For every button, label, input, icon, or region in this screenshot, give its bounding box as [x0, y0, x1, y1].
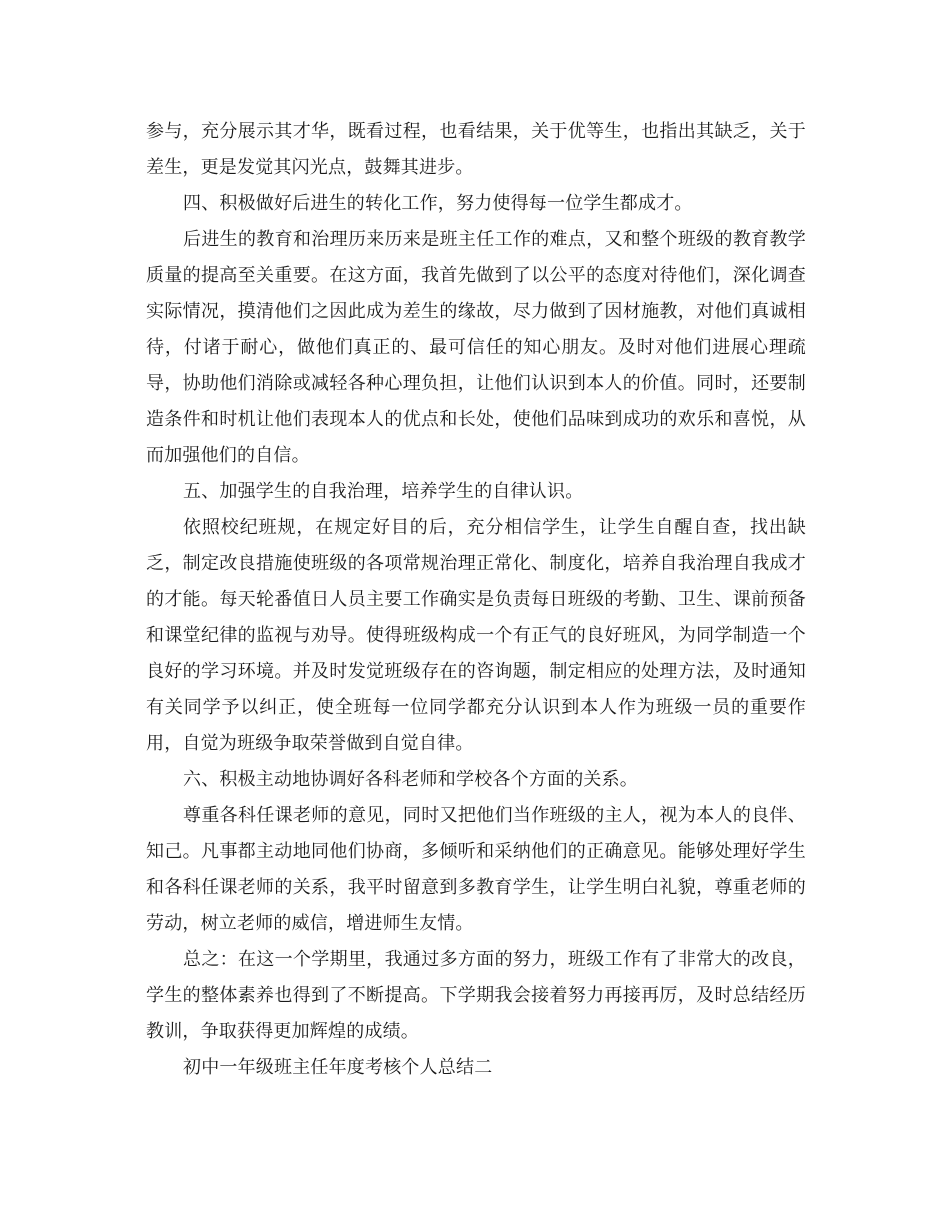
next-section-title: 初中一年级班主任年度考核个人总结二: [183, 1057, 493, 1078]
paragraph-conclusion: 总之：在这一个学期里，我通过多方面的努力，班级工作有了非常大的改良，学生的整体素养也得到了不断提高。下学期我会接着努力再接再厉，及时总结经历教训，争取获得更加辉煌的成绩。: [146, 949, 806, 1042]
paragraph-section-6: 尊重各科任课老师的意见，同时又把他们当作班级的主人，视为本人的良伴、知己。凡事都主动地同他们协商，多倾听和采纳他们的正确意见。能够处理好学生和各科任课老师的关系，我平时留意到多教育学生，让学生明白礼貌，尊重老师的劳动，树立老师的威信，增进师生友情。: [146, 805, 806, 934]
paragraph-continuation: 参与，充分展示其才华，既看过程，也看结果，关于优等生，也指出其缺乏，关于差生，更是发觉其闪光点，鼓舞其进步。: [146, 121, 806, 178]
section-heading-4: 四、积极做好后进生的转化工作，努力使得每一位学生都成才。: [183, 193, 693, 214]
document-body: [146, 114, 806, 1086]
section-heading-6: 六、积极主动地协调好各科老师和学校各个方面的关系。: [183, 769, 638, 790]
paragraph-section-5: 依照校纪班规，在规定好目的后，充分相信学生，让学生自醒自查，找出缺乏，制定改良措施使班级的各项常规治理正常化、制度化，培养自我治理自我成才的才能。每天轮番值日人员主要工作确实是负责每日班级的考勤、卫生、课前预备和课堂纪律的监视与劝导。使得班级构成一个有正气的良好班风，为同学制造一个良好的学习环境。并及时发觉班级存在的咨询题，制定相应的处理方法，及时通知有关同学予以纠正，使全班每一位同学都充分认识到本人作为班级一员的重要作用，自觉为班级争取荣誉做到自觉自律。: [146, 517, 806, 754]
section-heading-5: 五、加强学生的自我治理，培养学生的自律认识。: [183, 481, 584, 502]
paragraph-section-4: 后进生的教育和治理历来历来是班主任工作的难点，又和整个班级的教育教学质量的提高至关重要。在这方面，我首先做到了以公平的态度对待他们，深化调查实际情况，摸清他们之因此成为差生的缘故，尽力做到了因材施教，对他们真诚相待，付诸于耐心，做他们真正的、最可信任的知心朋友。及时对他们进展心理疏导，协助他们消除或减轻各种心理负担，让他们认识到本人的价值。同时，还要制造条件和时机让他们表现本人的优点和长处，使他们品味到成功的欢乐和喜悦，从而加强他们的自信。: [146, 229, 806, 466]
